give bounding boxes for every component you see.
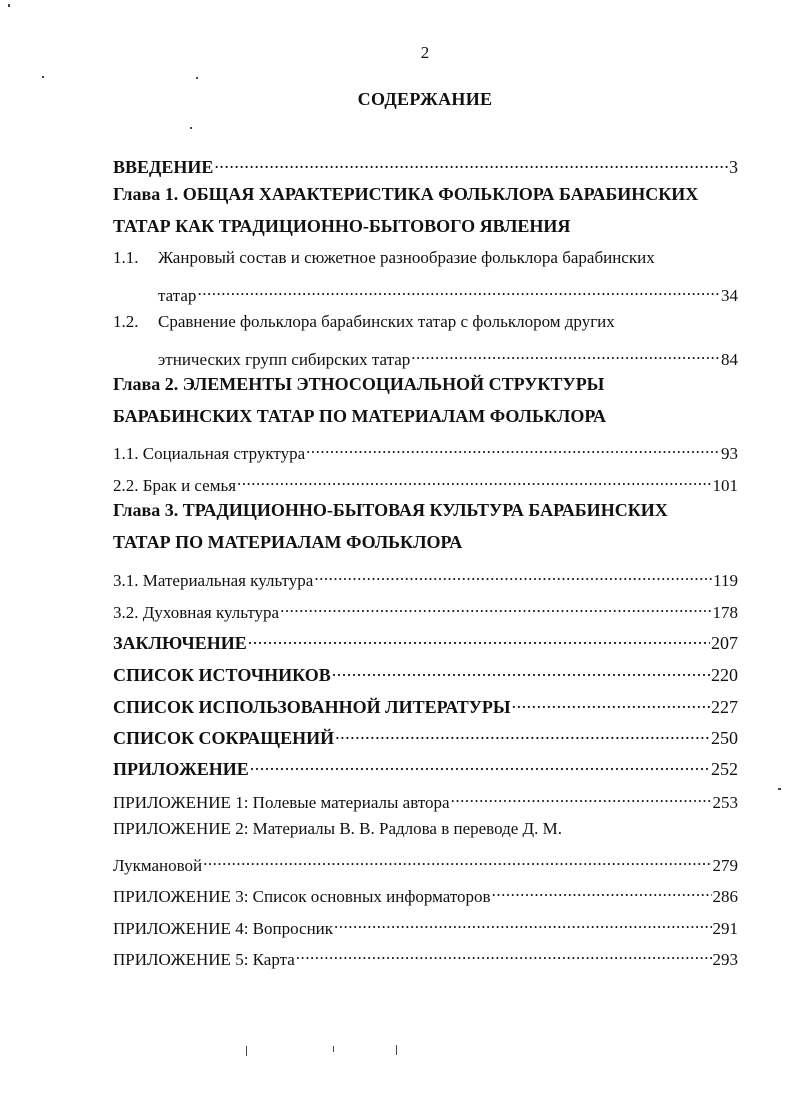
toc-leader-dots	[296, 943, 712, 965]
scan-speck	[246, 1046, 247, 1056]
toc-entry-page: 84	[721, 350, 738, 369]
toc-entry-page: 3	[729, 157, 738, 177]
toc-leader-dots	[203, 849, 711, 871]
chapter-2-heading-line-2: БАРАБИНСКИХ ТАТАР ПО МАТЕРИАЛАМ ФОЛЬКЛОРА	[113, 406, 607, 426]
scan-speck	[42, 76, 44, 78]
chapter-3-heading-line-1: Глава 3. ТРАДИЦИОННО-БЫТОВАЯ КУЛЬТУРА БАРАБИНСКИХ	[113, 500, 668, 520]
toc-entry-page: 253	[712, 793, 738, 812]
page-title: СОДЕРЖАНИЕ	[357, 89, 493, 109]
toc-leader-dots	[334, 912, 711, 934]
toc-leader-dots	[314, 564, 712, 586]
toc-entry-label: 2.2. Брак и семья	[113, 476, 237, 495]
toc-entry-3-1	[113, 564, 738, 592]
toc-entry-page: 227	[711, 697, 738, 717]
toc-entry-label: Лукмановой	[113, 856, 203, 875]
toc-leader-dots	[214, 151, 728, 173]
toc-entry-appendix	[113, 753, 738, 780]
toc-entry-page: 293	[712, 950, 738, 969]
toc-leader-dots	[237, 469, 711, 491]
toc-entry-label: СПИСОК ИСТОЧНИКОВ	[113, 665, 331, 685]
toc-leader-dots	[512, 691, 710, 713]
toc-entry-2-1	[113, 437, 738, 465]
toc-entry-page: 286	[712, 887, 738, 906]
chapter-2-heading-line-1: Глава 2. ЭЛЕМЕНТЫ ЭТНОСОЦИАЛЬНОЙ СТРУКТУРЫ	[113, 374, 605, 394]
toc-entry-label: ПРИЛОЖЕНИЕ 4: Вопросник	[113, 919, 334, 938]
toc-entry-label: ВВЕДЕНИЕ	[113, 157, 214, 177]
toc-entry-appendix-3	[113, 880, 738, 908]
chapter-1-heading-line-2: ТАТАР КАК ТРАДИЦИОННО-БЫТОВОГО ЯВЛЕНИЯ	[113, 216, 571, 236]
chapter-1-heading-line-1: Глава 1. ОБЩАЯ ХАРАКТЕРИСТИКА ФОЛЬКЛОРА БАРАБИНСКИХ	[113, 184, 699, 204]
toc-entry-label: ПРИЛОЖЕНИЕ 1: Полевые материалы автора	[113, 793, 450, 812]
toc-leader-dots	[411, 343, 720, 365]
toc-entry-abbreviations	[113, 722, 738, 749]
toc-entry-appendix-1	[113, 786, 738, 814]
toc-entry-label: 3.1. Материальная культура	[113, 571, 314, 590]
toc-entry-label: татар	[158, 286, 197, 305]
toc-entry-appendix-5	[113, 943, 738, 971]
toc-entry-number: 1.1.	[113, 248, 139, 267]
toc-entry-label: ПРИЛОЖЕНИЕ 5: Карта	[113, 950, 295, 969]
toc-entry-number: 1.2.	[113, 312, 139, 331]
toc-entry-literature	[113, 691, 738, 718]
toc-entry-page: 34	[721, 286, 738, 305]
toc-entry-page: 279	[712, 856, 738, 875]
scan-speck	[333, 1046, 334, 1052]
toc-entry-page: 207	[711, 633, 738, 653]
toc-leader-dots	[280, 596, 711, 618]
toc-entry-2-2	[113, 469, 738, 497]
scan-speck	[190, 127, 192, 129]
toc-leader-dots	[332, 659, 710, 681]
toc-entry-label: СПИСОК СОКРАЩЕНИЙ	[113, 728, 335, 748]
toc-entry-label: 3.2. Духовная культура	[113, 603, 280, 622]
toc-leader-dots	[248, 627, 710, 649]
toc-entry-page: 101	[712, 476, 738, 495]
toc-entry-label: Сравнение фольклора барабинских татар с фольклором других	[158, 312, 615, 331]
toc-entry-page: 220	[711, 665, 738, 685]
toc-entry-appendix-2-line-2	[113, 849, 738, 877]
toc-leader-dots	[197, 279, 720, 301]
toc-entry-page: 93	[721, 444, 738, 463]
toc-entry-label: ПРИЛОЖЕНИЕ 3: Список основных информаторов	[113, 887, 491, 906]
toc-entry-conclusion	[113, 627, 738, 654]
toc-entry-page: 291	[712, 919, 738, 938]
toc-entry-1-1-line-2	[158, 279, 738, 307]
toc-entry-page: 178	[712, 603, 738, 622]
toc-leader-dots	[492, 880, 712, 902]
toc-leader-dots	[250, 753, 710, 775]
toc-entry-page: 252	[711, 759, 738, 779]
scan-speck	[196, 77, 198, 79]
toc-leader-dots	[306, 437, 720, 459]
toc-entry-3-2	[113, 596, 738, 624]
toc-entry-page: 250	[711, 728, 738, 748]
toc-entry-1-2-line-2	[158, 343, 738, 371]
page-number: 2	[420, 43, 430, 62]
toc-entry-label: СПИСОК ИСПОЛЬЗОВАННОЙ ЛИТЕРАТУРЫ	[113, 697, 511, 717]
toc-entry-appendix-2-line-1: ПРИЛОЖЕНИЕ 2: Материалы В. В. Радлова в переводе Д. М.	[113, 819, 563, 838]
toc-entry-label: ЗАКЛЮЧЕНИЕ	[113, 633, 247, 653]
toc-leader-dots	[335, 722, 710, 744]
toc-entry-label: ПРИЛОЖЕНИЕ	[113, 759, 249, 779]
toc-entry-page: 119	[713, 571, 738, 590]
scan-speck	[396, 1045, 397, 1055]
chapter-3-heading-line-2: ТАТАР ПО МАТЕРИАЛАМ ФОЛЬКЛОРА	[113, 532, 463, 552]
toc-entry-sources	[113, 659, 738, 686]
toc-leader-dots	[451, 786, 712, 808]
scan-speck	[778, 788, 781, 790]
toc-entry-label: 1.1. Социальная структура	[113, 444, 306, 463]
toc-entry-label: Жанровый состав и сюжетное разнообразие фольклора барабинских	[158, 248, 655, 267]
scan-speck	[8, 4, 10, 7]
toc-entry-appendix-4	[113, 912, 738, 940]
toc-entry-intro	[113, 151, 738, 178]
toc-entry-label: этнических групп сибирских татар	[158, 350, 411, 369]
